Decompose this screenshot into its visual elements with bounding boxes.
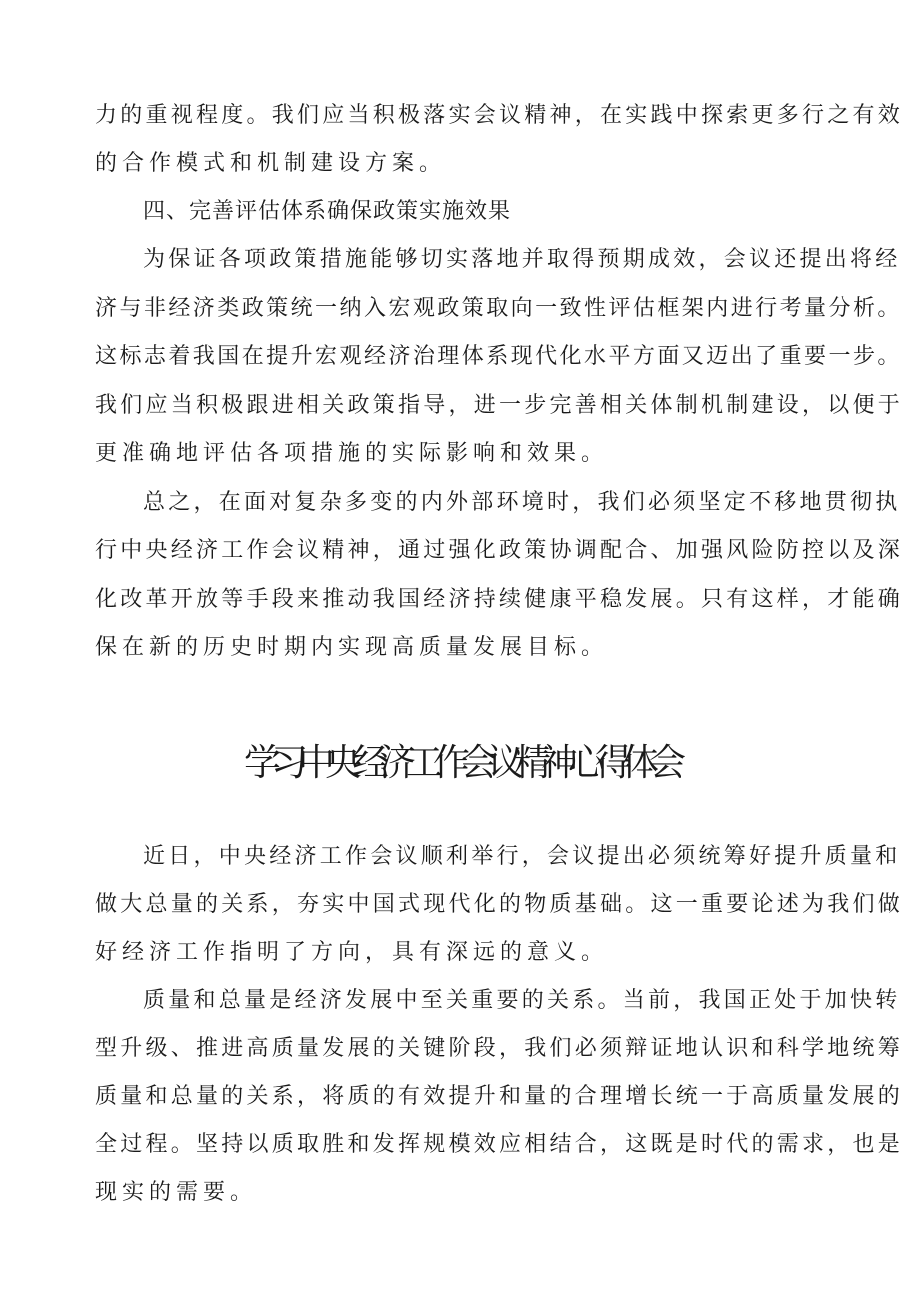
paragraph-line: 质量和总量是经济发展中至关重要的关系。当前，我国正处于加快转 [143,988,901,1013]
paragraph-line: 总之，在面对复杂多变的内外部环境时，我们必须坚定不移地贯彻执 [143,490,901,515]
paragraph-line: 力的重视程度。我们应当积极落实会议精神，在实践中探索更多行之有效 [95,103,904,128]
paragraph-line: 全过程。坚持以质取胜和发挥规模效应相结合，这既是时代的需求，也是 [95,1132,904,1157]
paragraph-line: 保在新的历史时期内实现高质量发展目标。 [95,635,609,660]
paragraph-line: 更准确地评估各项措施的实际影响和效果。 [95,441,609,466]
paragraph-line: 好经济工作指明了方向，具有深远的意义。 [95,940,609,965]
paragraph-line: 现实的需要。 [95,1180,258,1205]
paragraph-line: 质量和总量的关系，将质的有效提升和量的合理增长统一于高质量发展的 [95,1084,904,1109]
paragraph-line: 的合作模式和机制建设方案。 [95,151,447,176]
paragraph-line: 为保证各项政策措施能够切实落地并取得预期成效，会议还提出将经 [143,247,901,272]
article-title: 学习中央经济工作会议精神心得体会 [244,741,676,784]
paragraph-line: 我们应当积极跟进相关政策指导，进一步完善相关体制机制建设，以便于 [95,393,904,418]
paragraph-line: 这标志着我国在提升宏观经济治理体系现代化水平方面又迈出了重要一步。 [95,344,902,369]
paragraph-line: 近日，中央经济工作会议顺利举行，会议提出必须统筹好提升质量和 [143,844,901,869]
paragraph-line: 化改革开放等手段来推动我国经济持续健康平稳发展。只有这样，才能确 [95,587,904,612]
paragraph-line: 型升级、推进高质量发展的关键阶段，我们必须辩证地认识和科学地统筹 [95,1036,904,1061]
paragraph-line: 济与非经济类政策统一纳入宏观政策取向一致性评估框架内进行考量分析。 [95,296,902,321]
paragraph-line: 做大总量的关系，夯实中国式现代化的物质基础。这一重要论述为我们做 [95,892,904,917]
paragraph-line: 行中央经济工作会议精神，通过强化政策协调配合、加强风险防控以及深 [95,538,904,563]
section-heading: 四、完善评估体系确保政策实施效果 [143,199,512,224]
